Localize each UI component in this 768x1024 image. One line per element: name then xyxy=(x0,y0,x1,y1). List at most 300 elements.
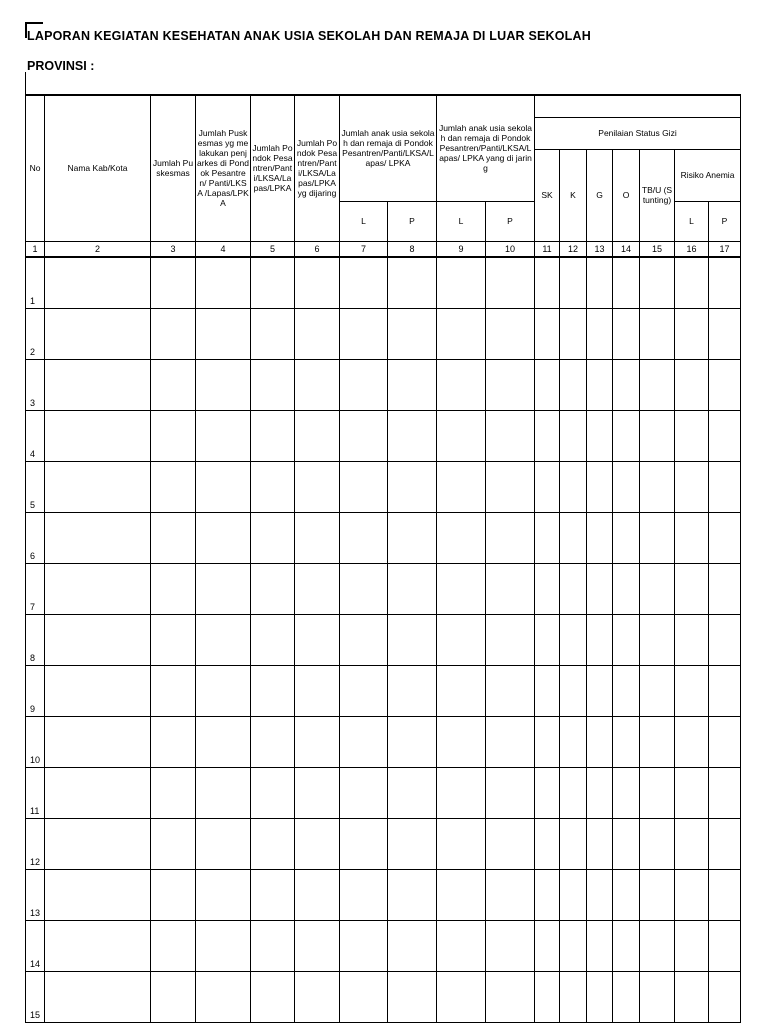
data-cell[interactable] xyxy=(587,359,613,410)
data-cell[interactable] xyxy=(196,869,251,920)
data-cell[interactable] xyxy=(196,818,251,869)
data-cell[interactable] xyxy=(45,920,151,971)
data-cell[interactable] xyxy=(709,359,741,410)
data-cell[interactable] xyxy=(340,512,388,563)
data-cell[interactable] xyxy=(535,665,560,716)
data-cell[interactable] xyxy=(613,665,640,716)
data-cell[interactable] xyxy=(437,308,486,359)
header-dijaring-l: L xyxy=(437,201,486,241)
data-cell[interactable] xyxy=(295,461,340,512)
data-cell[interactable] xyxy=(675,818,709,869)
data-cell[interactable] xyxy=(295,512,340,563)
data-cell[interactable] xyxy=(587,665,613,716)
row-number: 11 xyxy=(26,767,45,818)
data-cell[interactable] xyxy=(251,716,295,767)
data-cell[interactable] xyxy=(535,614,560,665)
data-cell[interactable] xyxy=(640,920,675,971)
header-anak-dijaring: Jumlah anak usia sekolah dan remaja di Pondok Pesantren/Panti/LKSA/Lapas/ LPKA yang di jaring xyxy=(437,95,535,201)
data-cell[interactable] xyxy=(388,257,437,309)
data-cell[interactable] xyxy=(388,308,437,359)
data-cell[interactable] xyxy=(295,359,340,410)
column-number: 9 xyxy=(437,241,486,257)
data-cell[interactable] xyxy=(486,869,535,920)
column-number: 14 xyxy=(613,241,640,257)
data-cell[interactable] xyxy=(535,410,560,461)
data-cell[interactable] xyxy=(535,461,560,512)
data-cell[interactable] xyxy=(196,512,251,563)
data-cell[interactable] xyxy=(709,308,741,359)
data-cell[interactable] xyxy=(340,767,388,818)
data-cell[interactable] xyxy=(675,767,709,818)
data-cell[interactable] xyxy=(295,563,340,614)
data-cell[interactable] xyxy=(340,818,388,869)
data-cell[interactable] xyxy=(587,971,613,1022)
data-cell[interactable] xyxy=(486,308,535,359)
data-cell[interactable] xyxy=(295,665,340,716)
data-cell[interactable] xyxy=(295,869,340,920)
data-cell[interactable] xyxy=(640,665,675,716)
data-cell[interactable] xyxy=(45,308,151,359)
data-cell[interactable] xyxy=(587,461,613,512)
column-number: 1 xyxy=(26,241,45,257)
data-cell[interactable] xyxy=(388,920,437,971)
data-cell[interactable] xyxy=(251,257,295,309)
data-cell[interactable] xyxy=(151,461,196,512)
table-row xyxy=(26,767,741,818)
data-cell[interactable] xyxy=(196,410,251,461)
column-number: 12 xyxy=(560,241,587,257)
data-cell[interactable] xyxy=(560,716,587,767)
data-cell[interactable] xyxy=(640,869,675,920)
data-cell[interactable] xyxy=(675,512,709,563)
data-cell[interactable] xyxy=(675,461,709,512)
data-cell[interactable] xyxy=(151,257,196,309)
row-number: 5 xyxy=(26,461,45,512)
data-cell[interactable] xyxy=(613,614,640,665)
data-cell[interactable] xyxy=(340,359,388,410)
data-cell[interactable] xyxy=(613,512,640,563)
data-cell[interactable] xyxy=(709,563,741,614)
data-cell[interactable] xyxy=(675,869,709,920)
data-cell[interactable] xyxy=(613,410,640,461)
data-cell[interactable] xyxy=(45,971,151,1022)
column-number: 11 xyxy=(535,241,560,257)
corner-mark-horizontal xyxy=(25,22,43,24)
table-row xyxy=(26,971,741,1022)
data-cell[interactable] xyxy=(45,716,151,767)
data-cell[interactable] xyxy=(340,257,388,309)
data-cell[interactable] xyxy=(560,257,587,309)
data-cell[interactable] xyxy=(709,614,741,665)
data-cell[interactable] xyxy=(340,308,388,359)
data-cell[interactable] xyxy=(675,614,709,665)
header-dijaring-p: P xyxy=(486,201,535,241)
data-cell[interactable] xyxy=(486,614,535,665)
data-cell[interactable] xyxy=(640,512,675,563)
data-cell[interactable] xyxy=(196,767,251,818)
data-cell[interactable] xyxy=(535,308,560,359)
data-cell[interactable] xyxy=(560,512,587,563)
province-label: PROVINSI : xyxy=(27,59,95,73)
table-row xyxy=(26,869,741,920)
table-row xyxy=(26,920,741,971)
data-cell[interactable] xyxy=(151,869,196,920)
data-cell[interactable] xyxy=(251,563,295,614)
header-k: K xyxy=(560,149,587,241)
data-cell[interactable] xyxy=(675,410,709,461)
column-number: 17 xyxy=(709,241,741,257)
data-cell[interactable] xyxy=(675,563,709,614)
data-cell[interactable] xyxy=(251,869,295,920)
data-cell[interactable] xyxy=(613,920,640,971)
row-number: 1 xyxy=(26,257,45,309)
data-cell[interactable] xyxy=(709,512,741,563)
data-cell[interactable] xyxy=(640,461,675,512)
data-cell[interactable] xyxy=(560,614,587,665)
data-cell[interactable] xyxy=(613,767,640,818)
data-cell[interactable] xyxy=(251,461,295,512)
data-cell[interactable] xyxy=(340,461,388,512)
data-cell[interactable] xyxy=(251,665,295,716)
data-cell[interactable] xyxy=(45,767,151,818)
data-cell[interactable] xyxy=(437,920,486,971)
data-cell[interactable] xyxy=(486,410,535,461)
header-sk: SK xyxy=(535,149,560,241)
data-cell[interactable] xyxy=(151,716,196,767)
data-cell[interactable] xyxy=(45,614,151,665)
data-cell[interactable] xyxy=(45,512,151,563)
data-cell[interactable] xyxy=(251,359,295,410)
data-cell[interactable] xyxy=(486,716,535,767)
data-cell[interactable] xyxy=(388,665,437,716)
data-cell[interactable] xyxy=(640,767,675,818)
column-number: 8 xyxy=(388,241,437,257)
data-cell[interactable] xyxy=(613,359,640,410)
data-cell[interactable] xyxy=(340,971,388,1022)
data-cell[interactable] xyxy=(486,563,535,614)
row-number: 7 xyxy=(26,563,45,614)
header-anemia-l: L xyxy=(675,201,709,241)
data-cell[interactable] xyxy=(486,818,535,869)
data-cell[interactable] xyxy=(613,971,640,1022)
data-cell[interactable] xyxy=(709,410,741,461)
row-number: 9 xyxy=(26,665,45,716)
data-cell[interactable] xyxy=(486,359,535,410)
data-cell[interactable] xyxy=(388,461,437,512)
data-cell[interactable] xyxy=(151,359,196,410)
data-cell[interactable] xyxy=(45,410,151,461)
data-cell[interactable] xyxy=(437,716,486,767)
data-cell[interactable] xyxy=(587,410,613,461)
column-number: 2 xyxy=(45,241,151,257)
data-cell[interactable] xyxy=(535,920,560,971)
header-pondok: Jumlah Pondok Pesantren/Panti/LKSA/Lapas/LPKA xyxy=(251,95,295,241)
data-cell[interactable] xyxy=(437,563,486,614)
row-number: 10 xyxy=(26,716,45,767)
data-cell[interactable] xyxy=(45,257,151,309)
data-cell[interactable] xyxy=(613,257,640,309)
data-cell[interactable] xyxy=(437,818,486,869)
data-cell[interactable] xyxy=(613,563,640,614)
data-cell[interactable] xyxy=(151,767,196,818)
data-cell[interactable] xyxy=(45,359,151,410)
data-cell[interactable] xyxy=(151,971,196,1022)
table-row xyxy=(26,614,741,665)
data-cell[interactable] xyxy=(613,869,640,920)
data-cell[interactable] xyxy=(675,971,709,1022)
row-number: 13 xyxy=(26,869,45,920)
data-cell[interactable] xyxy=(340,869,388,920)
data-cell[interactable] xyxy=(295,971,340,1022)
data-cell[interactable] xyxy=(675,257,709,309)
data-cell[interactable] xyxy=(486,920,535,971)
data-cell[interactable] xyxy=(340,716,388,767)
data-cell[interactable] xyxy=(587,716,613,767)
data-cell[interactable] xyxy=(340,410,388,461)
data-cell[interactable] xyxy=(437,257,486,309)
column-number: 3 xyxy=(151,241,196,257)
data-cell[interactable] xyxy=(709,818,741,869)
data-cell[interactable] xyxy=(486,767,535,818)
data-cell[interactable] xyxy=(151,614,196,665)
data-cell[interactable] xyxy=(151,665,196,716)
data-cell[interactable] xyxy=(295,257,340,309)
data-cell[interactable] xyxy=(587,512,613,563)
data-cell[interactable] xyxy=(675,665,709,716)
data-cell[interactable] xyxy=(251,971,295,1022)
table-row xyxy=(26,308,741,359)
data-cell[interactable] xyxy=(388,716,437,767)
data-cell[interactable] xyxy=(196,563,251,614)
header-anak-l: L xyxy=(340,201,388,241)
data-cell[interactable] xyxy=(709,767,741,818)
data-cell[interactable] xyxy=(295,920,340,971)
data-cell[interactable] xyxy=(486,665,535,716)
data-cell[interactable] xyxy=(613,461,640,512)
data-cell[interactable] xyxy=(437,971,486,1022)
data-cell[interactable] xyxy=(535,257,560,309)
data-cell[interactable] xyxy=(196,920,251,971)
data-cell[interactable] xyxy=(196,716,251,767)
data-cell[interactable] xyxy=(486,257,535,309)
data-cell[interactable] xyxy=(709,869,741,920)
data-cell[interactable] xyxy=(45,461,151,512)
data-cell[interactable] xyxy=(640,410,675,461)
column-number: 15 xyxy=(640,241,675,257)
data-cell[interactable] xyxy=(437,410,486,461)
data-cell[interactable] xyxy=(151,512,196,563)
data-cell[interactable] xyxy=(340,920,388,971)
header-risiko-anemia: Risiko Anemia xyxy=(675,149,741,201)
data-cell[interactable] xyxy=(560,971,587,1022)
column-number: 13 xyxy=(587,241,613,257)
data-cell[interactable] xyxy=(295,614,340,665)
column-number: 10 xyxy=(486,241,535,257)
data-cell[interactable] xyxy=(45,818,151,869)
header-pondok-dijaring: Jumlah Pondok Pesantren/Panti/LKSA/Lapas/LPKA yg dijaring xyxy=(295,95,340,241)
data-cell[interactable] xyxy=(388,818,437,869)
data-cell[interactable] xyxy=(251,308,295,359)
data-cell[interactable] xyxy=(709,920,741,971)
data-cell[interactable] xyxy=(675,716,709,767)
row-number: 2 xyxy=(26,308,45,359)
data-cell[interactable] xyxy=(675,359,709,410)
data-rows xyxy=(26,257,741,1023)
data-cell[interactable] xyxy=(640,971,675,1022)
header-puskesmas-penjarkes: Jumlah Puskesmas yg melakukan penjarkes di Pondok Pesantren/ Panti/LKSA /Lapas/LPKA xyxy=(196,95,251,241)
data-cell[interactable] xyxy=(535,767,560,818)
data-cell[interactable] xyxy=(560,920,587,971)
data-cell[interactable] xyxy=(709,971,741,1022)
data-cell[interactable] xyxy=(196,257,251,309)
header-puskesmas: Jumlah Puskesmas xyxy=(151,95,196,241)
data-cell[interactable] xyxy=(535,869,560,920)
row-number: 4 xyxy=(26,410,45,461)
data-cell[interactable] xyxy=(560,818,587,869)
column-number-row xyxy=(26,241,741,257)
data-cell[interactable] xyxy=(151,920,196,971)
data-cell[interactable] xyxy=(196,461,251,512)
data-cell[interactable] xyxy=(388,512,437,563)
data-cell[interactable] xyxy=(640,359,675,410)
data-cell[interactable] xyxy=(709,257,741,309)
data-cell[interactable] xyxy=(640,563,675,614)
data-cell[interactable] xyxy=(196,359,251,410)
row-number: 14 xyxy=(26,920,45,971)
data-cell[interactable] xyxy=(251,818,295,869)
data-cell[interactable] xyxy=(437,461,486,512)
data-cell[interactable] xyxy=(613,818,640,869)
data-cell[interactable] xyxy=(251,410,295,461)
data-cell[interactable] xyxy=(709,716,741,767)
data-cell[interactable] xyxy=(340,665,388,716)
data-cell[interactable] xyxy=(560,767,587,818)
data-cell[interactable] xyxy=(437,614,486,665)
data-cell[interactable] xyxy=(486,512,535,563)
data-cell[interactable] xyxy=(388,767,437,818)
data-cell[interactable] xyxy=(613,716,640,767)
data-cell[interactable] xyxy=(45,869,151,920)
data-cell[interactable] xyxy=(640,818,675,869)
data-cell[interactable] xyxy=(196,614,251,665)
table-row xyxy=(26,461,741,512)
data-cell[interactable] xyxy=(295,767,340,818)
data-cell[interactable] xyxy=(295,818,340,869)
data-cell[interactable] xyxy=(587,767,613,818)
data-cell[interactable] xyxy=(388,410,437,461)
data-cell[interactable] xyxy=(45,563,151,614)
data-cell[interactable] xyxy=(196,971,251,1022)
data-cell[interactable] xyxy=(587,614,613,665)
data-cell[interactable] xyxy=(587,920,613,971)
data-cell[interactable] xyxy=(437,359,486,410)
data-cell[interactable] xyxy=(295,308,340,359)
data-cell[interactable] xyxy=(251,920,295,971)
data-cell[interactable] xyxy=(340,563,388,614)
header-blank-spacer xyxy=(535,95,741,117)
data-cell[interactable] xyxy=(251,767,295,818)
data-cell[interactable] xyxy=(437,869,486,920)
table-row xyxy=(26,410,741,461)
table-row xyxy=(26,716,741,767)
column-number: 5 xyxy=(251,241,295,257)
data-cell[interactable] xyxy=(560,869,587,920)
data-cell[interactable] xyxy=(587,563,613,614)
data-cell[interactable] xyxy=(560,461,587,512)
data-cell[interactable] xyxy=(151,410,196,461)
row-number: 3 xyxy=(26,359,45,410)
data-cell[interactable] xyxy=(587,869,613,920)
data-cell[interactable] xyxy=(587,818,613,869)
data-cell[interactable] xyxy=(640,614,675,665)
data-cell[interactable] xyxy=(388,869,437,920)
data-cell[interactable] xyxy=(709,665,741,716)
column-number: 16 xyxy=(675,241,709,257)
data-cell[interactable] xyxy=(388,971,437,1022)
column-number: 4 xyxy=(196,241,251,257)
data-cell[interactable] xyxy=(587,308,613,359)
data-cell[interactable] xyxy=(640,257,675,309)
row-number: 6 xyxy=(26,512,45,563)
data-cell[interactable] xyxy=(251,614,295,665)
data-cell[interactable] xyxy=(587,257,613,309)
header-no: No xyxy=(26,95,45,241)
data-cell[interactable] xyxy=(340,614,388,665)
data-cell[interactable] xyxy=(560,563,587,614)
data-cell[interactable] xyxy=(388,563,437,614)
data-cell[interactable] xyxy=(151,308,196,359)
data-cell[interactable] xyxy=(486,461,535,512)
data-cell[interactable] xyxy=(196,665,251,716)
data-cell[interactable] xyxy=(295,716,340,767)
data-cell[interactable] xyxy=(151,563,196,614)
data-cell[interactable] xyxy=(388,359,437,410)
data-cell[interactable] xyxy=(535,716,560,767)
data-cell[interactable] xyxy=(560,410,587,461)
row-number: 15 xyxy=(26,971,45,1022)
data-cell[interactable] xyxy=(437,512,486,563)
data-cell[interactable] xyxy=(675,308,709,359)
data-cell[interactable] xyxy=(560,665,587,716)
data-cell[interactable] xyxy=(251,512,295,563)
data-cell[interactable] xyxy=(640,308,675,359)
data-cell[interactable] xyxy=(613,308,640,359)
data-cell[interactable] xyxy=(560,359,587,410)
data-cell[interactable] xyxy=(560,308,587,359)
column-number: 7 xyxy=(340,241,388,257)
data-cell[interactable] xyxy=(437,665,486,716)
data-cell[interactable] xyxy=(437,767,486,818)
left-border-line xyxy=(25,72,26,96)
header-anak-p: P xyxy=(388,201,437,241)
header-tbu: TB/U (Stunting) xyxy=(640,149,675,241)
data-cell[interactable] xyxy=(45,665,151,716)
data-cell[interactable] xyxy=(535,563,560,614)
data-cell[interactable] xyxy=(388,614,437,665)
data-cell[interactable] xyxy=(535,818,560,869)
data-cell[interactable] xyxy=(535,971,560,1022)
data-cell[interactable] xyxy=(675,920,709,971)
table-row xyxy=(26,563,741,614)
data-cell[interactable] xyxy=(640,716,675,767)
data-cell[interactable] xyxy=(486,971,535,1022)
data-cell[interactable] xyxy=(295,410,340,461)
data-cell[interactable] xyxy=(709,461,741,512)
data-cell[interactable] xyxy=(196,308,251,359)
data-cell[interactable] xyxy=(535,512,560,563)
data-cell[interactable] xyxy=(151,818,196,869)
data-cell[interactable] xyxy=(535,359,560,410)
